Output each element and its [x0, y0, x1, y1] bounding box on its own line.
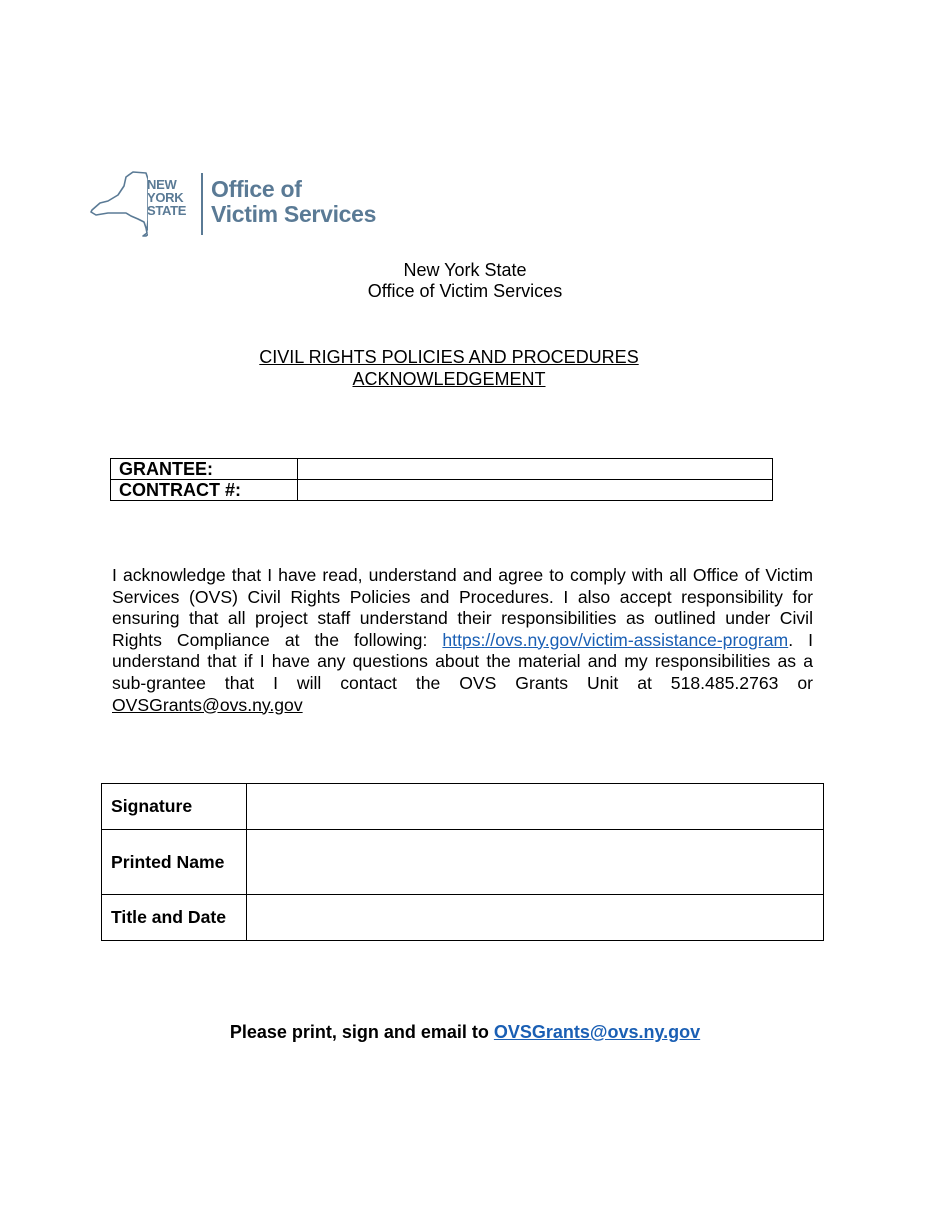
- contract-row: [111, 480, 773, 501]
- title-date-field[interactable]: [247, 895, 824, 941]
- printed-name-row: [102, 830, 824, 895]
- signature-table: [101, 783, 824, 941]
- victim-assistance-program-link[interactable]: https://ovs.ny.gov/victim-assistance-program: [442, 629, 789, 650]
- ack-text-part-2: . I understand that if I have any questions about the material and my responsibilities as a sub-grantee that I will contact the OVS Grants Unit at 518.485.2763 or: [112, 629, 814, 693]
- ack-text-part-1: I acknowledge that I have read, understand and agree to comply with all Office of Victim Services (OVS) Civil Rights Policies and Procedures. I also accept responsibility for ensuring that all project staff understand their responsibilities as outlined under Civil Rights Compliance at the following:: [112, 565, 813, 650]
- title-line-1: CIVIL RIGHTS POLICIES AND PROCEDURES: [259, 347, 639, 367]
- logo-divider: [201, 173, 203, 235]
- document-title: [0, 346, 898, 390]
- agency-line-2: Office of Victim Services: [367, 281, 563, 301]
- footer-text: Please print, sign and email to: [229, 1022, 494, 1042]
- signature-row: [102, 784, 824, 830]
- agency-header: [0, 260, 930, 302]
- ack-email-link[interactable]: OVSGrants@ovs.ny.gov: [112, 694, 303, 715]
- contract-label: CONTRACT #:: [111, 480, 298, 501]
- acknowledgement-paragraph: [112, 565, 813, 716]
- logo-state-text: NEW YORK STATE: [147, 177, 187, 218]
- printed-name-label: Printed Name: [102, 830, 247, 895]
- footer-instruction: [0, 1021, 930, 1043]
- printed-name-field[interactable]: [247, 830, 824, 895]
- grantee-table: [110, 458, 773, 501]
- ovs-logo: [88, 170, 388, 238]
- agency-line-1: New York State: [403, 260, 527, 280]
- grantee-label: GRANTEE:: [111, 459, 298, 480]
- title-line-2: ACKNOWLEDGEMENT: [352, 369, 546, 389]
- title-date-row: [102, 895, 824, 941]
- contract-value-field[interactable]: [298, 480, 773, 501]
- title-date-label: Title and Date: [102, 895, 247, 941]
- grantee-value-field[interactable]: [298, 459, 773, 480]
- footer-email-link[interactable]: OVSGrants@ovs.ny.gov: [493, 1022, 701, 1042]
- signature-field[interactable]: [247, 784, 824, 830]
- signature-label: Signature: [102, 784, 247, 830]
- logo-office-text: Office of Victim Services: [211, 176, 377, 227]
- grantee-row: [111, 459, 773, 480]
- new-york-state-map-icon: [88, 170, 148, 238]
